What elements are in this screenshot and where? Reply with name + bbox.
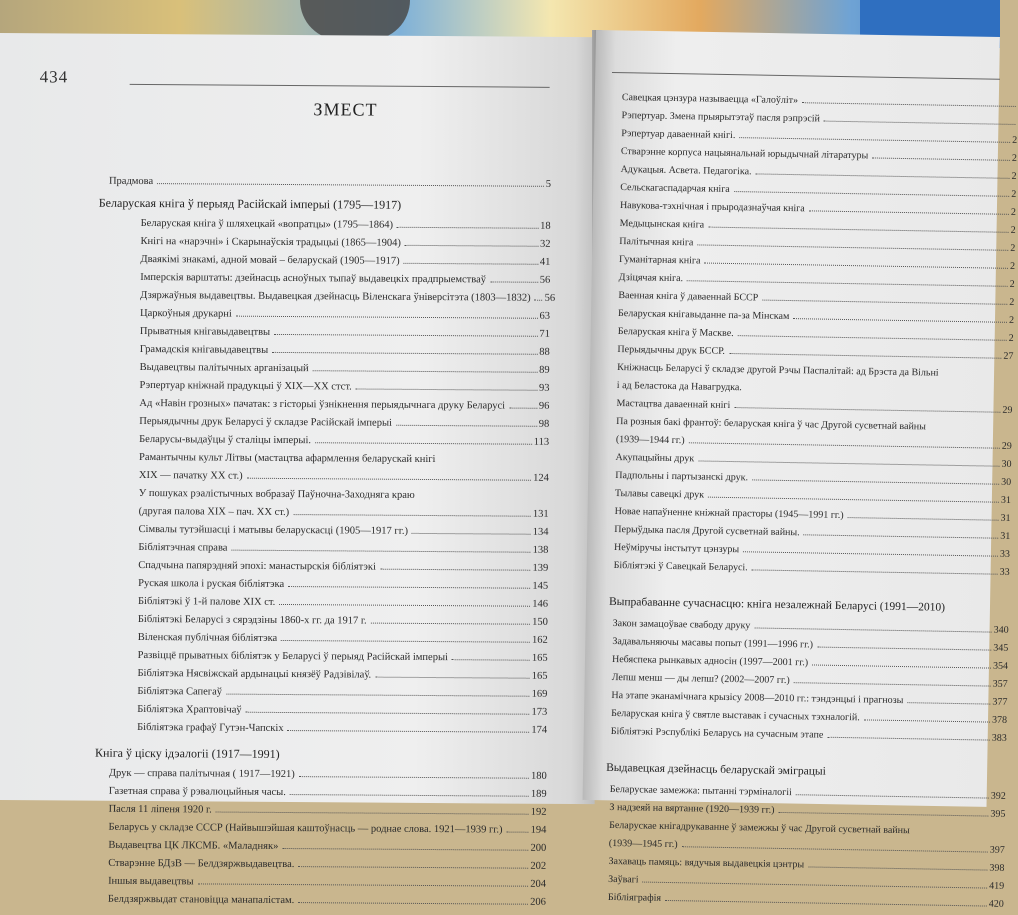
toc-entry-title: Гуманітарная кніга — [618, 254, 701, 267]
dot-leader — [872, 148, 1010, 160]
toc-entry-title: Беларуская кніга ў святле выставак і сучасных тэхналогій. — [611, 707, 860, 724]
toc-entry-title: Стварэнне БДзВ — Белдзяржвыдавецтва. — [108, 857, 295, 871]
toc-entry-title: Навукова-тэхнічная і прыродазнаўчая кніга — [619, 200, 805, 215]
toc-page-number: 2 — [1008, 314, 1015, 326]
toc-entry-title: Беларуская кніга ў Маскве. — [617, 326, 734, 340]
toc-entry-title: Бібліятэка Храптовічаў — [137, 703, 242, 716]
toc-page-number: 27 — [1003, 350, 1014, 362]
dot-leader — [298, 893, 528, 905]
toc-entry-title: Прыватныя кнігавыдавецтвы — [139, 325, 271, 338]
toc-entry-title: Царкоўныя друкарні — [140, 307, 232, 320]
toc-page-number: 378 — [991, 714, 1008, 726]
dot-leader — [404, 254, 538, 265]
toc-entry-title: Беларусь у складзе СССР (Найвышэйшая каштоўнасць — роднае слова. 1921—1939 гг.) — [108, 821, 503, 836]
toc-page-number: 340 — [993, 624, 1009, 636]
toc-entry-title: Белдзяржвыдат становіцца манапалістам. — [107, 893, 295, 907]
toc-entry-title: (другая палова XIX – пач. XX ст.) — [138, 505, 290, 519]
toc-page-number: 56 — [539, 274, 551, 286]
dot-leader — [397, 218, 538, 229]
toc-page-number: 2 — [1008, 332, 1014, 344]
dot-leader — [247, 469, 532, 481]
toc-entry — [94, 892, 546, 913]
toc-page-number: 2 — [1010, 206, 1017, 218]
dot-leader — [226, 685, 530, 697]
dot-leader — [808, 857, 988, 870]
dot-leader — [848, 508, 999, 521]
toc-entry-title: Бібліятэкі Рэспублікі Беларусь на сучасным этапе — [610, 725, 824, 741]
toc-entry-title: Сімвалы тутэйшасці і матывы беларускасці (1905—1917 гг.) — [138, 523, 409, 537]
dot-leader — [509, 399, 537, 409]
toc-left-column — [94, 174, 556, 913]
toc-page-number: 173 — [531, 706, 548, 718]
toc-entry-title: Кнігі на «нарэчні» і Скарынаўскія традыцыі (1865—1904) — [140, 235, 401, 249]
toc-entry-title: Развіццё прыватных бібліятэк у Беларусі ў перыяд Расійскай імперыі — [137, 649, 448, 664]
toc-entry-title: На этапе эканамічнага крызісу 2008—2010 гг.: тэндэнцыі і прагнозы — [611, 689, 904, 707]
dot-leader — [279, 595, 530, 607]
toc-page-number: 32 — [539, 238, 551, 250]
toc-page-number: 31 — [1000, 512, 1011, 524]
toc-entry-title: Перыўдыка пасля Другой сусветнай вайны. — [614, 524, 800, 539]
toc-page-number: 29 — [1001, 440, 1012, 452]
toc-entry-title: З надзеяй на вяртанне (1920—1939 гг.) — [609, 801, 775, 816]
toc-entry-title: Беларускае кнігадрукаванне ў замежжы ў час Другой сусветнай вайны — [609, 819, 910, 837]
toc-page-number: 420 — [988, 898, 1004, 910]
toc-page-number: 96 — [538, 400, 550, 412]
toc-entry-title: Выдавецкая дзейнасць беларускай эміграцыі — [606, 761, 826, 778]
toc-page-number: 377 — [992, 696, 1008, 708]
toc-page-number: 2 — [1012, 134, 1018, 146]
toc-entry-title: Газетная справа ў рэвалюцыйныя часы. — [108, 785, 286, 799]
toc-page-number: 165 — [531, 670, 548, 682]
dot-leader — [452, 650, 530, 661]
page-title: ЗМЕСТ — [313, 99, 378, 120]
toc-page-number: 204 — [530, 878, 547, 890]
dot-leader — [864, 710, 990, 722]
dot-leader — [198, 874, 529, 886]
toc-page-number: 30 — [1001, 476, 1012, 488]
toc-page-number: 18 — [540, 220, 551, 232]
toc-entry-title: Бібліятэчная справа — [138, 541, 228, 554]
toc-entry-title: Неўміручы інстытут цэнзуры — [613, 542, 740, 556]
dot-leader — [375, 668, 530, 679]
toc-entry-title: Мастацтва даваеннай кнігі — [616, 398, 731, 412]
dot-leader — [157, 174, 544, 187]
toc-page-number: 180 — [531, 770, 547, 782]
dot-leader — [298, 857, 528, 869]
toc-entry-title: Перыядычны друк БССР. — [617, 344, 726, 357]
toc-entry-title: Падпольны і партызанскі друк. — [615, 470, 749, 484]
dot-leader — [535, 291, 543, 301]
toc-entry-title: Дзіцячая кніга. — [618, 272, 684, 285]
toc-entry-title: Беларускае замежжа: пытанні тэрміналогіі — [609, 783, 792, 799]
toc-entry-title: Сельскагаспадарчая кніга — [620, 182, 730, 195]
dot-leader — [812, 655, 991, 668]
dot-leader — [796, 785, 989, 798]
toc-page-number: 398 — [989, 862, 1005, 874]
toc-page-number: 33 — [999, 566, 1010, 578]
dot-leader — [315, 433, 532, 445]
toc-page-number: 200 — [530, 842, 547, 854]
toc-entry-title: Адукацыя. Асвета. Педагогіка. — [620, 164, 752, 178]
toc-page-number: 145 — [532, 580, 549, 592]
toc-page-number: 2 — [1009, 296, 1015, 308]
toc-entry-title: Іншыя выдавецтвы — [108, 875, 194, 888]
toc-entry-title: Выдавецтва ЦК ЛКСМБ. «Маладняк» — [108, 839, 279, 852]
toc-entry-title: Дваякімі знакамі, адной мовай – беларускай (1905—1917) — [140, 253, 400, 267]
toc-page-number: 139 — [532, 562, 549, 574]
toc-page-number: 165 — [531, 652, 548, 664]
toc-entry-title: Новае напаўненне кніжнай прасторы (1945—1991 гг.) — [614, 506, 844, 522]
left-page — [0, 33, 600, 908]
dot-leader — [827, 728, 990, 741]
toc-entry-title: Задавальняючы масавы попыт (1991—1996 гг.) — [612, 635, 814, 651]
toc-page-number: 169 — [531, 688, 548, 700]
toc-entry-title: Друк — справа палітычная ( 1917—1921) — [108, 767, 295, 781]
toc-page-number: 345 — [993, 642, 1009, 654]
toc-page-number: 2 — [1010, 224, 1016, 236]
dot-leader — [817, 638, 992, 651]
toc-page-number: 41 — [539, 256, 551, 268]
toc-page-number: 31 — [1000, 494, 1011, 506]
toc-page-number: 397 — [989, 844, 1005, 856]
toc-page-number: 88 — [539, 346, 550, 358]
toc-entry-title: Захаваць памяць: вядучыя выдавецкія цэнтры — [608, 855, 805, 871]
toc-entry-title: Беларусы-выдаўцы ў сталіцы імперыі. — [139, 433, 312, 447]
toc-entry-title: Спадчына папярэдняй эпохі: манастырскія бібліятэкі — [138, 559, 377, 573]
toc-entry-title: Заўвагі — [608, 873, 639, 886]
toc-right-column — [604, 90, 1018, 915]
dot-leader — [281, 631, 530, 643]
toc-page-number: 33 — [999, 548, 1011, 560]
toc-page-number: 395 — [990, 808, 1006, 820]
dot-leader — [405, 236, 538, 247]
toc-page-number: 93 — [538, 382, 550, 394]
dot-leader — [216, 803, 529, 815]
toc-page-number: 138 — [532, 544, 549, 556]
toc-page-number: 354 — [992, 660, 1009, 672]
toc-page-number: 29 — [1002, 404, 1013, 416]
toc-page-number: 357 — [992, 678, 1008, 690]
toc-page-number: 31 — [1000, 530, 1011, 542]
toc-page-number: 5 — [545, 178, 551, 190]
toc-page-number: 150 — [532, 616, 548, 628]
toc-entry-title: Бібліятэкі Беларусі з сярэдзіны 1860-х гг. да 1917 г. — [137, 613, 367, 627]
toc-entry-title: Па розныя бакі франтоў: беларуская кніга ў час Другой сусветнай вайны — [616, 416, 927, 433]
toc-entry-title: Віленская публічная бібліятэка — [137, 631, 278, 644]
toc-entry-title: Бібліятэка Сапегаў — [137, 685, 223, 698]
header-rule — [130, 84, 550, 88]
dot-leader — [272, 343, 537, 355]
dot-leader — [236, 307, 538, 319]
toc-page-number: 189 — [530, 788, 547, 800]
dot-leader — [356, 379, 537, 390]
dot-leader — [371, 614, 531, 625]
toc-entry-title: Беларуская кніга ў перыяд Расійскай імперыі (1795—1917) — [98, 195, 402, 212]
toc-entry-title: Бібліятэкі ў Савецкай Беларусі. — [613, 559, 748, 574]
toc-page-number: 98 — [538, 418, 550, 430]
toc-entry-title: Выдавецтвы палітычных арганізацый — [139, 361, 309, 375]
toc-page-number: 162 — [531, 634, 548, 646]
toc-entry-title: Рэпертуар даваеннай кнігі. — [621, 128, 736, 142]
dot-leader — [412, 524, 531, 535]
toc-entry-title: Лепш менш — ды лепш? (2002—2007 гг.) — [611, 671, 790, 687]
toc-entry-title: Рэпертуар кніжнай прадукцыі ў XIX—XX стст. — [139, 379, 352, 393]
toc-entry-title: Бібліятэкі ў 1-й палове XIX ст. — [137, 595, 276, 608]
dot-leader — [313, 361, 538, 373]
toc-page-number: 2 — [1009, 260, 1016, 272]
toc-entry-title: Кніжнасць Беларусі ў складзе другой Рэчы Паспалітай: ад Брэста да Вільні — [617, 362, 939, 379]
toc-entry-title: Закон замацоўвае свабоду друку — [612, 617, 751, 632]
toc-entry-title: Беларуская кнігавыданне па-за Мінскам — [618, 308, 790, 323]
toc-entry-title: (1939—1945 гг.) — [608, 837, 678, 851]
toc-entry-title: Стварэнне корпуса нацыянальнай юрыдычнай літаратуры — [620, 146, 869, 162]
dot-leader — [293, 505, 531, 517]
toc-entry-title: Рамантычны культ Літвы (мастацтва афармлення беларускай кнігі — [139, 451, 436, 466]
toc-page-number: 89 — [539, 364, 550, 376]
toc-entry-title: Медыцынская кніга — [619, 218, 705, 231]
toc-page-number: 63 — [539, 310, 551, 322]
toc-entry-title: Бібліятэка графаў Гутэн-Чапскіх — [137, 721, 284, 734]
toc-entry-title: Перыядычны друк Беларусі ў складзе Расійскай імперыі — [139, 415, 392, 429]
dot-leader — [396, 416, 537, 427]
dot-leader — [231, 541, 530, 553]
toc-page-number: 146 — [532, 598, 549, 610]
toc-entry — [99, 174, 551, 195]
toc-page-number: 202 — [530, 860, 547, 872]
toc-page-number: 383 — [991, 732, 1007, 744]
dot-leader — [380, 560, 531, 571]
toc-entry-title: Грамадскія кнігавыдавецтвы — [139, 343, 269, 356]
toc-page-number: 192 — [530, 806, 547, 818]
dot-leader — [290, 785, 529, 797]
toc-page-number: 2 — [1011, 170, 1017, 182]
dot-leader — [809, 201, 1009, 214]
dot-leader — [507, 823, 529, 833]
toc-page-number: 174 — [531, 724, 548, 736]
dot-leader — [824, 112, 1016, 125]
toc-entry-title: Руская школа і руская бібліятэка — [138, 577, 285, 590]
dot-leader — [282, 839, 528, 851]
toc-page-number: 2 — [1010, 242, 1016, 254]
dot-leader — [907, 693, 990, 704]
toc-entry-title: (1939—1944 гг.) — [615, 434, 685, 447]
toc-entry-title: Рэпертуар. Змена прыярытэтаў пасля рэпрэсій — [621, 110, 821, 125]
toc-page-number: 134 — [532, 526, 549, 538]
toc-entry-title: У пошуках рэалістычных вобразаў Паўночна-Заходняга краю — [138, 487, 415, 501]
toc-entry-title: Выпрабаванне сучаснасцю: кніга незалежнай Беларусі (1991—2010) — [608, 595, 946, 614]
toc-page-number: 56 — [544, 292, 556, 304]
toc-entry-title: і ад Беластока да Навагрудка. — [616, 380, 742, 394]
toc-entry-title: Ваенная кніга ў даваеннай БССР — [618, 290, 759, 304]
toc-entry-title: Небяспека рынкавых адносін (1997—2001 гг.) — [611, 653, 809, 669]
toc-page-number: 30 — [1001, 458, 1012, 470]
toc-entry-title: Палітычная кніга — [619, 236, 694, 249]
toc-page-number: 113 — [533, 436, 550, 448]
toc-entry-title: Акупацыйны друк — [615, 452, 695, 465]
toc-page-number: 71 — [539, 328, 550, 340]
toc-entry-title: Дзяржаўныя выдавецтвы. Выдавецкая дзейнасць Віленскага ўніверсітэта (1803—1832) — [140, 289, 531, 304]
toc-entry-title: Беларуская кніга ў шляхецкай «вопратцы» (1795—1864) — [140, 217, 394, 231]
toc-entry-title: Бібліятэка Нясвіжскай ардынацыі князёў Радзівілаў. — [137, 667, 372, 681]
toc-entry-title: Савецкая цэнзура называецца «Галоўліт» — [621, 92, 799, 107]
toc-entry-title: Кніга ў ціску ідэалогіі (1917—1991) — [94, 745, 280, 761]
toc-page-number: 392 — [990, 790, 1006, 802]
toc-entry-title: Тылавы савецкі друк — [614, 488, 705, 501]
dot-leader — [299, 767, 529, 779]
dot-leader — [246, 703, 530, 715]
dot-leader — [490, 272, 538, 282]
toc-entry — [95, 720, 547, 741]
dot-leader — [288, 577, 530, 589]
toc-page-number: 194 — [530, 824, 547, 836]
toc-page-number: 2 — [1011, 152, 1017, 164]
toc-page-number: 124 — [533, 472, 549, 484]
page-number: 434 — [39, 67, 69, 87]
toc-page-number: 2 — [1011, 188, 1017, 200]
toc-entry-title: Ад «Навін грозных» пачатак: з гісторыі ўзнікнення перыядычнага друку Беларусі — [139, 397, 506, 412]
toc-page-number: 206 — [530, 896, 546, 908]
toc-entry-title: Бібліяграфія — [607, 891, 662, 904]
dot-leader — [794, 673, 991, 686]
toc-page-number: 2 — [1009, 278, 1015, 290]
dot-leader — [274, 325, 537, 337]
toc-entry-title: XIX — пачатку XX ст.) — [138, 469, 243, 482]
toc-page-number: 419 — [989, 880, 1005, 892]
dot-leader — [288, 721, 530, 733]
toc-entry-title: Імперскія варштаты: дзейнасць асноўных тыпаў выдавецкіх прадпрыемстваў — [140, 271, 487, 286]
dot-leader — [804, 525, 999, 538]
toc-entry-title: Пасля 11 ліпеня 1920 г. — [108, 803, 212, 816]
toc-entry-title: Прадмова — [108, 175, 154, 188]
toc-page-number: 131 — [532, 508, 549, 520]
